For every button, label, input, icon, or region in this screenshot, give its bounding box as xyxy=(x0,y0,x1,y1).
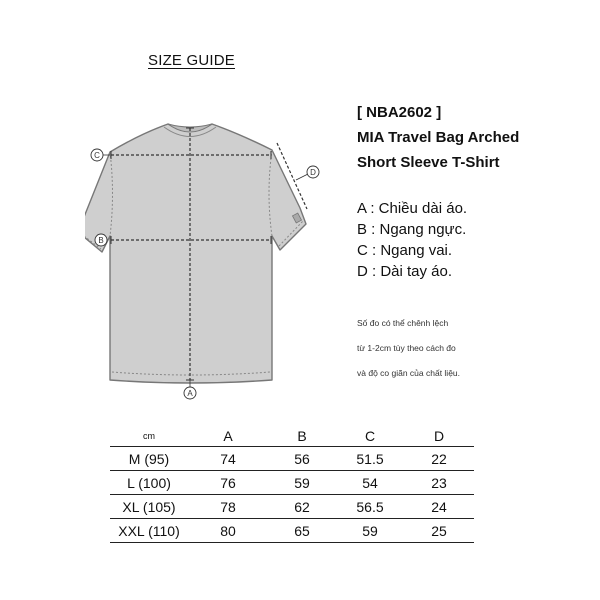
product-code: [ NBA2602 ] xyxy=(357,104,442,121)
legend-d: D : Dài tay áo. xyxy=(357,263,453,280)
svg-text:B: B xyxy=(98,236,104,245)
legend-c: C : Ngang vai. xyxy=(357,242,453,259)
table-cell: XXL (110) xyxy=(110,519,188,543)
table-cell: 59 xyxy=(268,471,336,495)
table-header-row xyxy=(110,426,474,447)
table-cell: 62 xyxy=(268,495,336,519)
table-cell: 59 xyxy=(336,519,404,543)
table-header-cell: C xyxy=(336,426,404,447)
product-name-line2: Short Sleeve T-Shirt xyxy=(357,154,500,171)
tshirt-shape xyxy=(85,124,306,383)
table-cell: 76 xyxy=(188,471,268,495)
table-row xyxy=(110,471,474,495)
marker-a xyxy=(184,387,196,399)
table-header-cell: A xyxy=(188,426,268,447)
table-cell: 74 xyxy=(188,447,268,471)
table-row xyxy=(110,447,474,471)
note-line3: và độ co giãn của chất liệu. xyxy=(357,368,461,378)
table-cell: 65 xyxy=(268,519,336,543)
legend-b: B : Ngang ngực. xyxy=(357,221,467,238)
table-row xyxy=(110,519,474,543)
table-cell: 51.5 xyxy=(336,447,404,471)
table-header-cell: cm xyxy=(110,426,188,447)
table-cell: 78 xyxy=(188,495,268,519)
table-header-cell: B xyxy=(268,426,336,447)
svg-text:C: C xyxy=(94,151,100,160)
table-row xyxy=(110,495,474,519)
table-cell: XL (105) xyxy=(110,495,188,519)
table-cell: 56.5 xyxy=(336,495,404,519)
table-cell: 56 xyxy=(268,447,336,471)
legend-a: A : Chiều dài áo. xyxy=(357,200,468,217)
note-line1: Số đo có thể chênh lệch xyxy=(357,318,449,328)
table-cell: 22 xyxy=(404,447,474,471)
marker-b xyxy=(95,234,107,246)
table-header-cell: D xyxy=(404,426,474,447)
marker-c xyxy=(91,149,103,161)
table-cell: 23 xyxy=(404,471,474,495)
table-cell: 24 xyxy=(404,495,474,519)
measure-d-leader xyxy=(296,174,308,180)
size-table xyxy=(110,426,474,543)
table-cell: 25 xyxy=(404,519,474,543)
table-cell: 80 xyxy=(188,519,268,543)
svg-text:A: A xyxy=(187,389,193,398)
marker-d xyxy=(307,166,319,178)
note-line2: từ 1-2cm tùy theo cách đo xyxy=(357,343,456,353)
table-cell: L (100) xyxy=(110,471,188,495)
size-guide-title: SIZE GUIDE xyxy=(148,52,236,69)
table-cell: M (95) xyxy=(110,447,188,471)
product-name-line1: MIA Travel Bag Arched xyxy=(357,129,520,146)
tshirt-diagram xyxy=(85,115,340,410)
svg-text:D: D xyxy=(310,168,316,177)
table-cell: 54 xyxy=(336,471,404,495)
